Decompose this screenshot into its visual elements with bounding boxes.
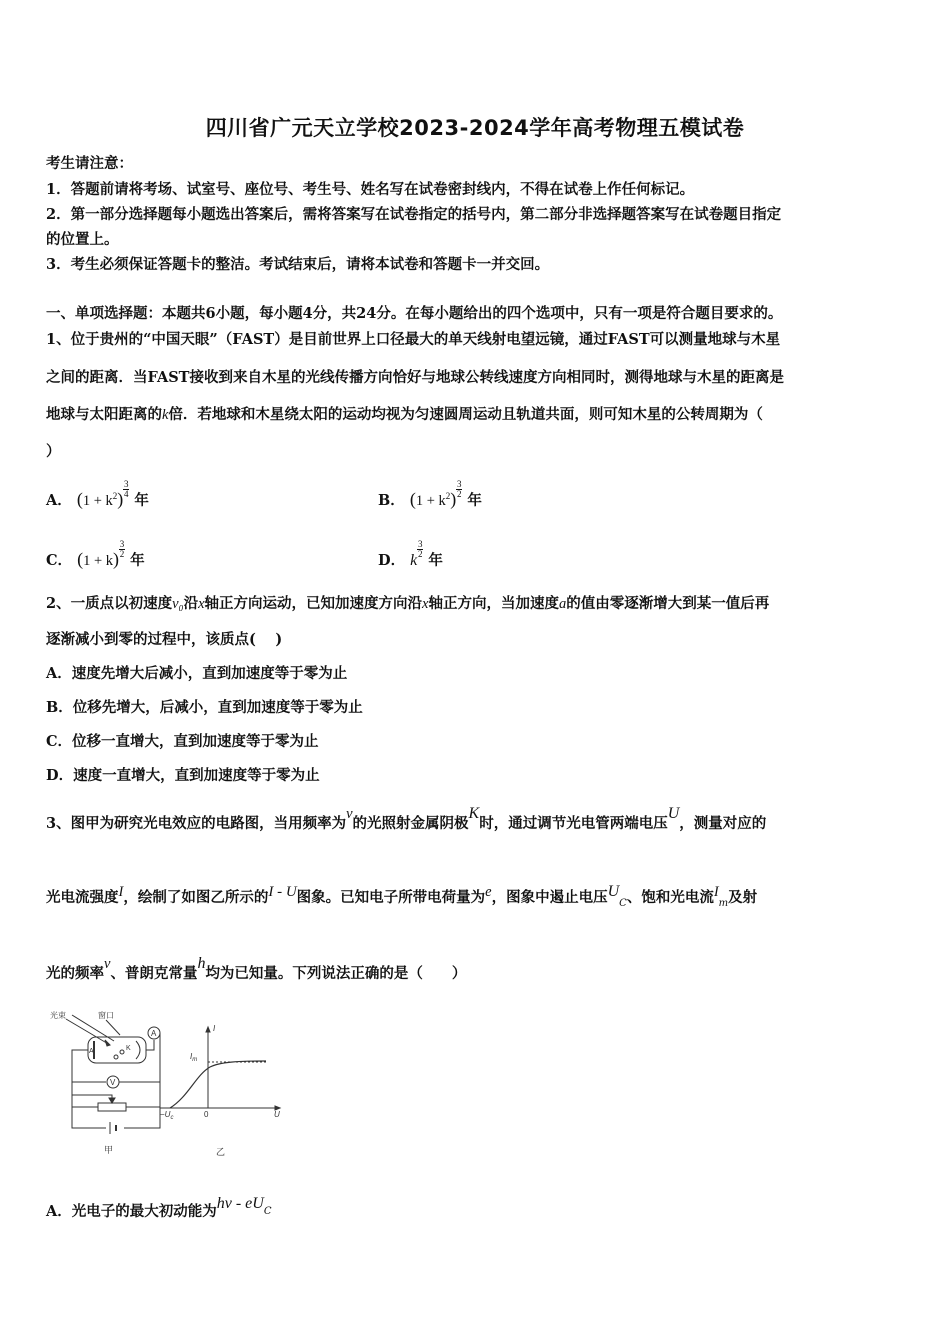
q3-text-2f: 及射 <box>728 889 758 906</box>
figure-yi-label: 乙 <box>216 1147 226 1157</box>
q1-line-2: 之间的距离．当FAST接收到来自木星的光线传播方向恰好与地球公转线速度方向相同时，测得地球与木星的距离是 <box>46 369 784 386</box>
q1-option-c-label: C． <box>46 552 73 569</box>
q3-var-nu: v <box>346 806 353 822</box>
q3-text-3c: 均为已知量。下列说法正确的是（ ） <box>205 965 467 982</box>
q3-text-2b: ，绘制了如图乙所示的 <box>123 889 269 906</box>
iu-graph <box>160 1024 280 1157</box>
q1-var-k: k <box>162 407 169 423</box>
q1-option-b-power: 2 <box>445 491 451 502</box>
notice-item-2-cont: 的位置上。 <box>46 231 119 248</box>
q1-option-c-unit: 年 <box>130 552 145 569</box>
q3-text-3b: 、普朗克常量 <box>110 965 198 982</box>
section-heading: 一、单项选择题：本题共6小题，每小题4分，共24分。在每小题给出的四个选项中，只有一项是符合题目要求的。 <box>46 305 783 322</box>
q3-option-a[interactable] <box>46 1195 272 1223</box>
q3-var-Im-sub: m <box>718 897 729 909</box>
figure-jia-label: 甲 <box>104 1145 114 1155</box>
q1-option-d[interactable] <box>378 540 443 570</box>
q2-option-d[interactable]: D．速度一直增大，直到加速度等于零为止 <box>46 767 320 784</box>
circuit-diagram <box>50 1010 160 1155</box>
q2-option-a[interactable]: A．速度先增大后减小，直到加速度等于零为止 <box>46 665 348 682</box>
q3-var-U: U <box>667 805 680 822</box>
q3-option-a-text: A．光电子的最大初动能为 <box>46 1203 217 1220</box>
q1-text-a: 地球与太阳距离的 <box>46 406 162 423</box>
q3-text-3a: 光的频率 <box>46 965 104 982</box>
q3-line-2 <box>46 883 758 909</box>
q3-text-2e: 、饱和光电流 <box>626 889 714 906</box>
q2-text-e: 的值由零逐渐增大到某一值后再 <box>566 595 770 612</box>
q3-var-I: I <box>118 884 124 900</box>
q2-text-d: 轴正方向，当加速度 <box>428 595 559 612</box>
q1-option-d-label: D． <box>378 552 406 569</box>
notice-item-3: 3．考生必须保证答题卡的整洁。考试结束后，请将本试卷和答题卡一并交回。 <box>46 256 550 273</box>
q3-text-2d: ，图象中遏止电压 <box>491 889 608 906</box>
q2-var-a: a <box>558 596 567 612</box>
q3-line-3 <box>46 955 467 983</box>
notice-item-2: 2．第一部分选择题每小题选出答案后，需将答案写在试卷指定的括号内，第二部分非选择题答案写在试卷题目指定 <box>46 206 782 223</box>
q3-text-2a: 光电流强度 <box>46 889 119 906</box>
q3-var-nu2: v <box>104 956 111 972</box>
page-title: 四川省广元天立学校2023-2024学年高考物理五模试卷 <box>205 116 745 140</box>
q1-line-4: ） <box>46 443 61 460</box>
q1-option-a-unit: 年 <box>134 492 149 509</box>
q1-option-d-base: k <box>410 552 418 569</box>
q1-option-b-label: B． <box>378 492 405 509</box>
q3-text-b: 的光照射金属阴极 <box>352 815 469 832</box>
q3-var-K: K <box>468 805 480 822</box>
q1-option-b-unit: 年 <box>467 492 482 509</box>
q3-option-a-expr: hv - eU <box>216 1195 264 1212</box>
q1-line-3 <box>46 403 763 424</box>
q3-var-Im: I <box>713 884 719 900</box>
q2-option-c[interactable]: C．位移一直增大，直到加速度等于零为止 <box>46 733 319 750</box>
q1-option-c-exponent: $\frac{3}{2}$ <box>119 539 125 559</box>
q1-option-c-base: 1 + k <box>83 553 114 569</box>
voltmeter-label: V <box>110 1078 116 1087</box>
q2-text-b: 沿 <box>183 595 199 612</box>
q1-option-d-exponent: $\frac{3}{2}$ <box>418 539 423 559</box>
graph-im-label: $I_m$ <box>190 1052 198 1063</box>
q1-option-d-unit: 年 <box>428 552 443 569</box>
q3-option-a-sub: C <box>263 1205 272 1217</box>
q2-text-c: 轴正方向运动，已知加速度方向沿 <box>204 595 423 612</box>
q1-option-a-exponent: $\frac{3}{4}$ <box>124 479 129 499</box>
cathode-label: K <box>126 1045 131 1052</box>
q3-text-2c: 图象。已知电子所带电荷量为 <box>296 889 486 906</box>
q1-option-a-power: 2 <box>112 491 118 502</box>
graph-origin-label: 0 <box>204 1110 209 1119</box>
photoelectric-figure <box>48 1005 298 1160</box>
q3-var-Uc: U <box>607 883 620 900</box>
q1-option-b-exponent: $\frac{3}{2}$ <box>457 479 462 499</box>
q3-var-h: h <box>197 955 206 972</box>
q3-var-IU: I - U <box>268 884 297 900</box>
q2-var-v0: v₀ <box>172 596 184 612</box>
notice-item-1: 1．答题前请将考场、试室号、座位号、考生号、姓名写在试卷密封线内，不得在试卷上作任何标记。 <box>46 181 695 198</box>
q3-var-e: e <box>485 884 492 900</box>
q1-option-b-base: 1 + k <box>415 493 446 509</box>
q1-option-c[interactable]: C． (1 + k) $\frac{3}{2}$ 年 <box>46 539 145 569</box>
q2-line-2: 逐渐减小到零的过程中，该质点( ) <box>46 631 283 648</box>
q1-text-b: 倍．若地球和木星绕太阳的运动均视为匀速圆周运动且轨道共面，则可知木星的公转周期为（ <box>168 406 763 423</box>
q1-line-1: 1、位于贵州的“中国天眼”（FAST）是目前世界上口径最大的单天线射电望远镜，通过FAST可以测量地球与木星 <box>46 331 781 348</box>
q3-text-d: ，测量对应的 <box>679 815 767 832</box>
anode-label: A <box>89 1048 94 1055</box>
graph-neg-uc-label: $-U_c$ <box>160 1110 174 1121</box>
graph-i-axis-label: I <box>213 1024 216 1033</box>
q2-line-1 <box>46 592 769 613</box>
q2-var-x1: x <box>198 596 205 612</box>
q2-option-b[interactable]: B．位移先增大，后减小，直到加速度等于零为止 <box>46 699 363 716</box>
ammeter-label: A <box>151 1029 157 1038</box>
notice-heading: 考生请注意： <box>46 155 133 172</box>
q3-text-c: 时，通过调节光电管两端电压 <box>479 815 668 832</box>
q3-var-Uc-sub: C <box>619 897 627 909</box>
q2-var-x2: x <box>422 596 429 612</box>
q3-line-1 <box>46 805 767 833</box>
light-beam-label: 光束 <box>50 1011 66 1020</box>
window-label: 窗口 <box>98 1011 114 1020</box>
q1-option-a-base: 1 + k <box>82 493 113 509</box>
q1-option-b[interactable]: B． $(1 + k^2)$ $\frac{3}{2}$ 年 <box>378 479 482 509</box>
graph-u-axis-label: U <box>274 1110 280 1119</box>
q1-option-a[interactable]: A． $(1 + k^2)$ $\frac{3}{4}$ 年 <box>46 479 149 509</box>
q2-text-a: 2、一质点以初速度 <box>46 595 173 612</box>
q3-text-a: 3、图甲为研究光电效应的电路图，当用频率为 <box>46 815 347 832</box>
q1-option-a-label: A． <box>46 492 72 509</box>
